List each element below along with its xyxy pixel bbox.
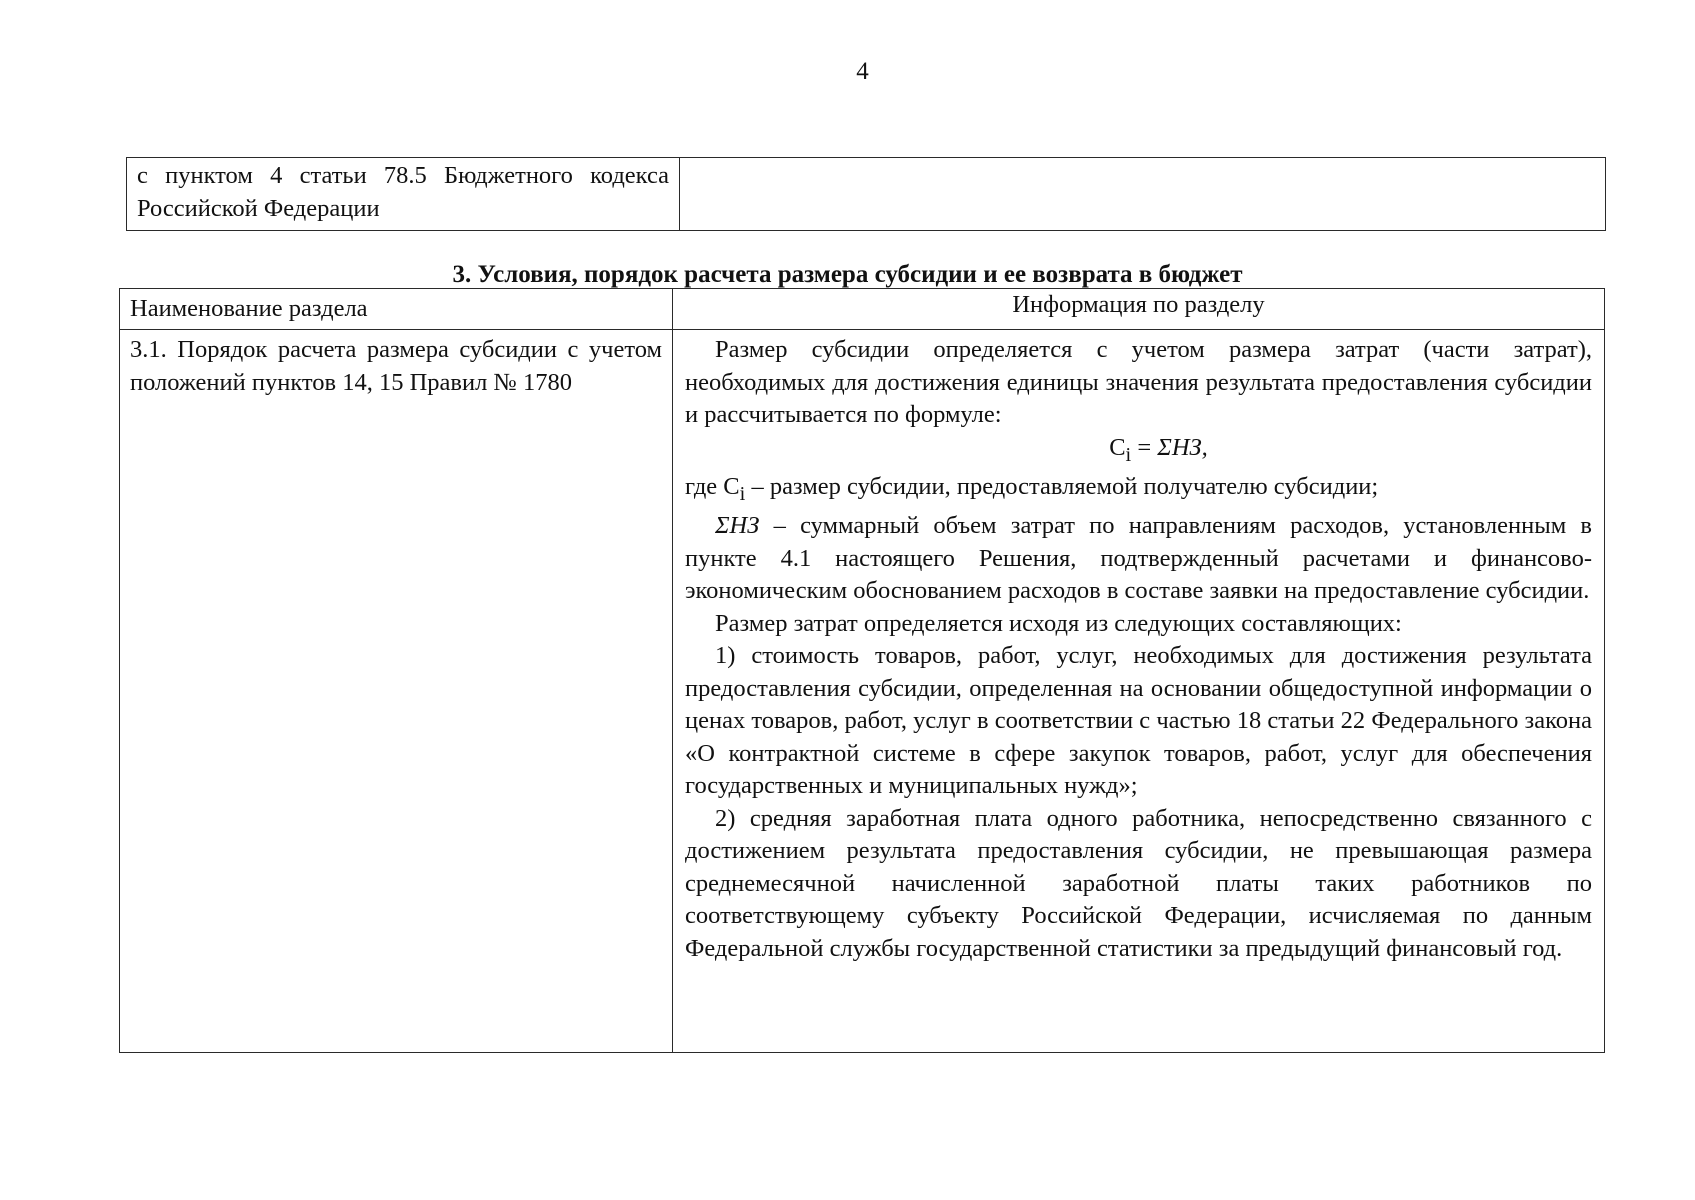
paragraph-item-1: 1) стоимость товаров, работ, услуг, необходимых для достижения результата предоставления субсидии, определенная на основании общедоступной информации о ценах товаров, работ, услуг в соответствии с частью 18 статьи 22 Федерального закона «О контрактной системе в сфере закупок товаров, работ, услуг для обеспечения государственных и муниципальных нужд»; xyxy=(685,642,1592,800)
table-row xyxy=(120,330,1605,1053)
column-header-section-name: Наименование раздела xyxy=(120,289,673,330)
table-header-row xyxy=(120,289,1605,330)
where-prefix: где C xyxy=(685,472,740,500)
paragraph-intro: Размер субсидии определяется с учетом размера затрат (части затрат), необходимых для достижения единицы значения результата предоставления субсидии и рассчитывается по формуле: xyxy=(685,336,1592,428)
paragraph-components: Размер затрат определяется исходя из следующих составляющих: xyxy=(715,609,1402,637)
section-info-cell xyxy=(673,330,1605,1053)
sigma-symbol: ΣНЗ xyxy=(715,512,760,540)
column-header-section-info: Информация по разделу xyxy=(673,289,1605,330)
paragraph-where xyxy=(685,471,1592,510)
page-number: 4 xyxy=(856,58,869,85)
table-cell-left: с пунктом 4 статьи 78.5 Бюджетного кодекса Российской Федерации xyxy=(127,158,680,231)
table-cell-right xyxy=(680,158,1606,231)
formula-rhs: ΣНЗ, xyxy=(1157,433,1208,461)
paragraph-item-2: 2) средняя заработная плата одного работника, непосредственно связанного с достижением результата предоставления субсидии, не превышающая размера среднемесячной начисленной заработной платы таких работников по соответствующему субъекту Российской Федерации, исчисляемая по данным Федеральной службы государственной статистики за предыдущий финансовый год. xyxy=(685,804,1592,962)
formula-subscript: i xyxy=(1125,443,1132,466)
section-table xyxy=(119,288,1605,1053)
continuation-table xyxy=(126,157,1606,231)
sigma-text: – суммарный объем затрат по направлениям расходов, установленным в пункте 4.1 настоящего Решения, подтвержденный расчетами и финансово-экономическим обоснованием расходов в составе заявки на предоставление субсидии. xyxy=(685,512,1592,605)
formula xyxy=(685,432,1592,471)
formula-c: C xyxy=(1109,433,1126,461)
formula-equals: = xyxy=(1131,433,1158,461)
where-subscript: i xyxy=(739,482,746,505)
section-heading: 3. Условия, порядок расчета размера субсидии и ее возврата в бюджет xyxy=(452,261,1243,288)
section-name-cell: 3.1. Порядок расчета размера субсидии с учетом положений пунктов 14, 15 Правил № 1780 xyxy=(120,330,673,1053)
paragraph-sigma xyxy=(685,510,1592,608)
where-text: – размер субсидии, предоставляемой получателю субсидии; xyxy=(745,472,1379,500)
table-row xyxy=(127,158,1606,231)
